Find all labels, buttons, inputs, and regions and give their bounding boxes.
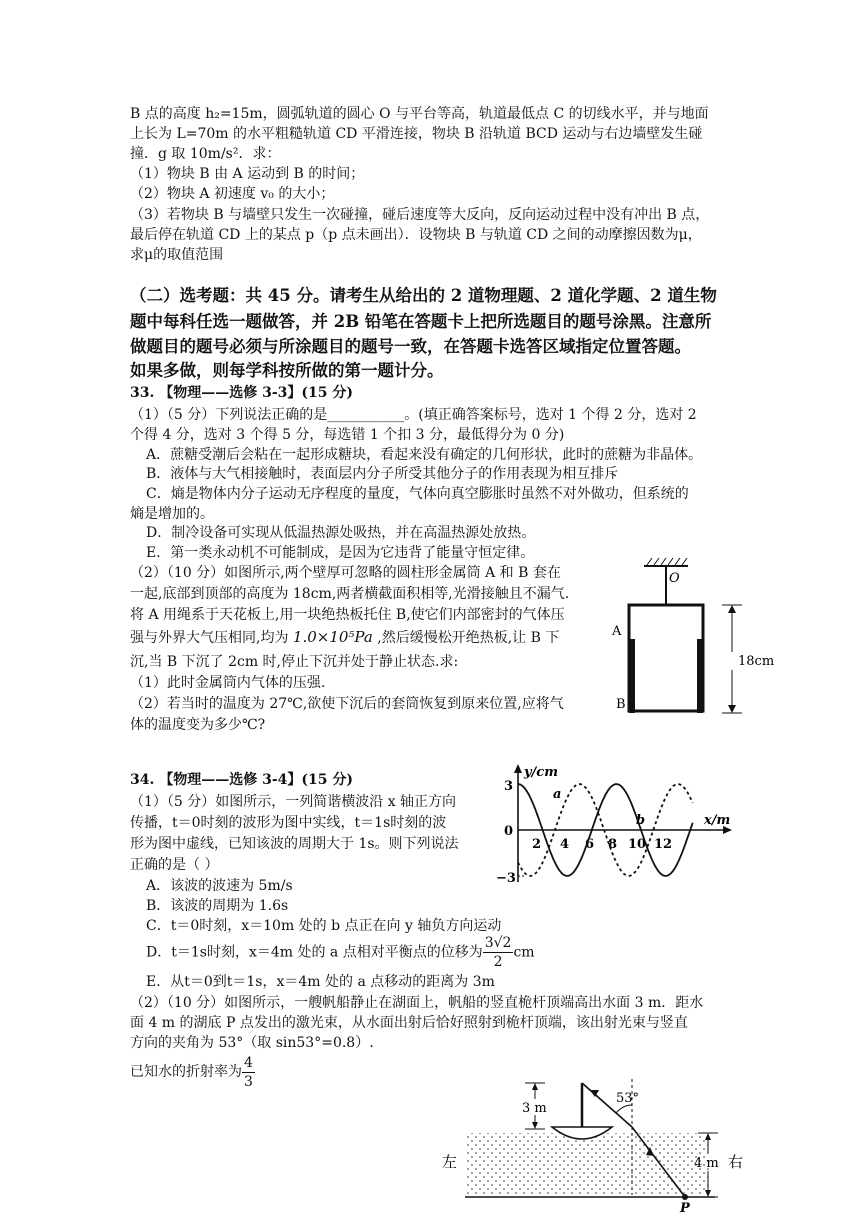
q33-option-e: E．第一类永动机不可能制成，是因为它违背了能量守恒定律。 <box>146 545 535 561</box>
frac-num: 3√2 <box>484 935 512 951</box>
q33-title: 33. 【物理——选修 3-3】(15 分) <box>130 385 354 401</box>
y-axis-label: y/cm <box>524 765 558 780</box>
left-label: 左 <box>442 1153 458 1171</box>
q34-option-a: A．该波的波速为 5m/s <box>146 878 293 894</box>
frac-num: 4 <box>244 1054 253 1071</box>
cylinder-figure <box>600 555 775 725</box>
label-b: B <box>616 697 626 712</box>
q34-option-d <box>146 934 535 971</box>
right-label: 右 <box>728 1153 744 1171</box>
q34-option-b: B．该波的周期为 1.6s <box>146 898 289 914</box>
cylinder-a <box>629 605 703 711</box>
q33-pressure-value: 1.0×10⁵Pa <box>292 628 373 646</box>
prev-q3-line-3: 求μ的取值范围 <box>130 247 224 263</box>
angle-arc <box>616 1105 632 1113</box>
q33-option-d: D．制冷设备可实现从低温热源处吸热，并在高温热源处放热。 <box>146 525 536 541</box>
dim4-label: 4 m <box>694 1156 719 1171</box>
section2-line-4: 如果多做，则每学科按所做的第一题计分。 <box>130 361 444 380</box>
x-axis-label: x/m <box>704 813 731 828</box>
point-o-label: O <box>669 571 680 586</box>
prev-q3-line-2: 最后停在轨道 CD 上的某点 p（p 点未画出）．设物块 B 与轨道 CD 之间的动摩擦因数为μ， <box>130 227 702 243</box>
q34-part1-line-1: （1）（5 分）如图所示，一列简谐横波沿 x 轴正方向 <box>130 794 457 810</box>
q34-option-d-unit: cm <box>513 944 535 961</box>
q33-part1-line-1: （1）（5 分）下列说法正确的是___________。(填正确答案标号，选对 1 个得 2 分，选对 2 <box>130 407 697 423</box>
water-region <box>465 1133 710 1197</box>
prev-q1: （1）物块 B 由 A 运动到 B 的时间； <box>130 166 365 182</box>
prev-line-3: 撞．g 取 10m/s²．求： <box>130 146 281 162</box>
q33-part2-line-2: 一起,底部到顶部的高度为 18cm,两者横截面积相等,光滑接触且不漏气. <box>130 586 570 602</box>
prev-q2: （2）物块 A 初速度 v₀ 的大小； <box>130 186 335 202</box>
q33-option-c-line-1: C．熵是物体内分子运动无序程度的量度，气体向真空膨胀时虽然不对外做功，但系统的 <box>146 486 689 502</box>
q34-option-e: E．从t＝0到t＝1s，x＝4m 处的 a 点移动的距离为 3m <box>146 974 495 990</box>
x-tick-6: 6 <box>585 837 595 852</box>
y-tick-neg3: −3 <box>496 871 516 886</box>
section2-line-3: 做题目的题号必须与所涂题目的题号一致，在答题卡选答区域指定位置答题。 <box>130 337 691 356</box>
cylinder-b-right-wall <box>697 639 703 713</box>
q33-part2-line-1: （2）（10 分）如图所示,两个壁厚可忽略的圆柱形金属筒 A 和 B 套在 <box>130 565 561 581</box>
q33-option-b: B．液体与大气相接触时，表面层内分子所受其他分子的作用表现为相互排斥 <box>146 466 619 482</box>
q33-pressure-suffix: ,然后缓慢松开绝热板,让 B 下 <box>372 630 560 646</box>
angle-label: 53° <box>616 1091 640 1106</box>
q33-part1-line-2: 个得 4 分，选对 3 个得 5 分，每选错 1 个扣 3 分，最低得分为 0 分) <box>130 427 565 443</box>
x-tick-8: 8 <box>608 837 618 852</box>
section2-line-1: （二）选考题：共 45 分。请考生从给出的 2 道物理题、2 道化学题、2 道生物 <box>130 286 717 305</box>
dim-arrow-up <box>728 605 736 613</box>
q34-part1-line-3: 形为图中虚线，已知该波的周期大于 1s。则下列说法 <box>130 836 459 852</box>
y-tick-3: 3 <box>504 779 514 794</box>
q34-option-c: C．t＝0时刻，x＝10m 处的 b 点正在向 y 轴负方向运动 <box>146 918 502 934</box>
q34-part2-line-1: （2）（10 分）如图所示，一艘帆船静止在湖面上，帆船的竖直桅杆顶端高出水面 3 m．距水 <box>130 995 704 1011</box>
prev-q3-line-1: （3）若物块 B 与墙壁只发生一次碰撞，碰后速度等大反向，反向运动过程中没有冲出 B 点， <box>130 207 710 223</box>
q34-part2-line-3: 方向的夹角为 53°（取 sin53°=0.8）. <box>130 1035 374 1051</box>
q33-option-c-line-2: 熵是增加的。 <box>130 506 214 522</box>
x-tick-12: 12 <box>654 837 673 852</box>
label-a: A <box>612 624 622 639</box>
dim-label: 18cm <box>738 654 775 669</box>
refraction-fraction <box>242 1054 255 1091</box>
point-p-label: P <box>680 1201 690 1216</box>
q34-part2-line-4 <box>130 1052 255 1092</box>
q33-part2-line-3: 将 A 用绳系于天花板上,用一块绝热板托住 B,使它们内部密封的气体压 <box>130 607 565 623</box>
prev-line-2: 上长为 L=70m 的水平粗糙轨道 CD 平滑连接，物块 B 沿轨道 BCD 运动与右边墙壁发生碰 <box>130 126 703 142</box>
x-tick-2: 2 <box>532 837 542 852</box>
boat-figure <box>430 1075 760 1215</box>
point-b-label: b <box>636 813 646 828</box>
y-axis-arrow <box>514 764 522 773</box>
cylinder-b-left-wall <box>629 639 635 713</box>
dim3-arrow-down <box>532 1122 538 1129</box>
dim3-arrow-up <box>532 1083 538 1090</box>
point-a-label: a <box>553 787 562 802</box>
q34-part2-line-2: 面 4 m 的湖底 P 点发出的激光束，从水面出射后恰好照射到桅杆顶端，该出射光束与竖直 <box>130 1015 688 1031</box>
y-tick-0: 0 <box>504 824 514 839</box>
q34-part1-line-2: 传播，t＝0时刻的波形为图中实线，t＝1s时刻的波 <box>130 815 447 831</box>
point-p <box>682 1194 688 1200</box>
q34-title: 34. 【物理——选修 3-4】(15 分) <box>130 772 354 788</box>
dim-arrow-down <box>728 705 736 713</box>
prev-line-1: B 点的高度 h₂=15m，圆弧轨道的圆心 O 与平台等高，轨道最低点 C 的切线水平，并与地面 <box>130 106 709 122</box>
frac-den: 3 <box>244 1073 253 1090</box>
ceiling-hatch <box>644 558 688 566</box>
refraction-text: 已知水的折射率为 <box>130 1064 242 1080</box>
wave-figure <box>492 762 742 887</box>
q33-option-a: A．蔗糖受潮后会粘在一起形成糖块，看起来没有确定的几何形状，此时的蔗糖为非晶体。 <box>146 447 703 463</box>
q33-part2-line-4 <box>130 627 559 648</box>
q34-part1-line-4: 正确的是（ ） <box>130 857 219 873</box>
q33-sub1: （1）此时金属筒内气体的压强. <box>130 675 326 691</box>
x-tick-10: 10 <box>628 837 647 852</box>
q33-pressure-prefix: 强与外界大气压相同,均为 <box>130 630 293 646</box>
dim3-label: 3 m <box>522 1101 547 1116</box>
q34-option-d-fraction <box>483 934 514 971</box>
q34-option-d-text: D．t＝1s时刻，x＝4m 处的 a 点相对平衡点的位移为 <box>146 944 483 961</box>
q33-part2-line-5: 沉,当 B 下沉了 2cm 时,停止下沉并处于静止状态.求: <box>130 654 459 670</box>
q33-sub2-line-1: （2）若当时的温度为 27℃,欲使下沉后的套筒恢复到原来位置,应将气 <box>130 696 564 712</box>
q33-sub2-line-2: 体的温度变为多少℃? <box>130 717 266 733</box>
x-tick-4: 4 <box>560 837 570 852</box>
frac-den: 2 <box>493 954 503 970</box>
section2-line-2: 题中每科任选一题做答，并 2B 铅笔在答题卡上把所选题目的题号涂黑。注意所 <box>130 312 712 331</box>
